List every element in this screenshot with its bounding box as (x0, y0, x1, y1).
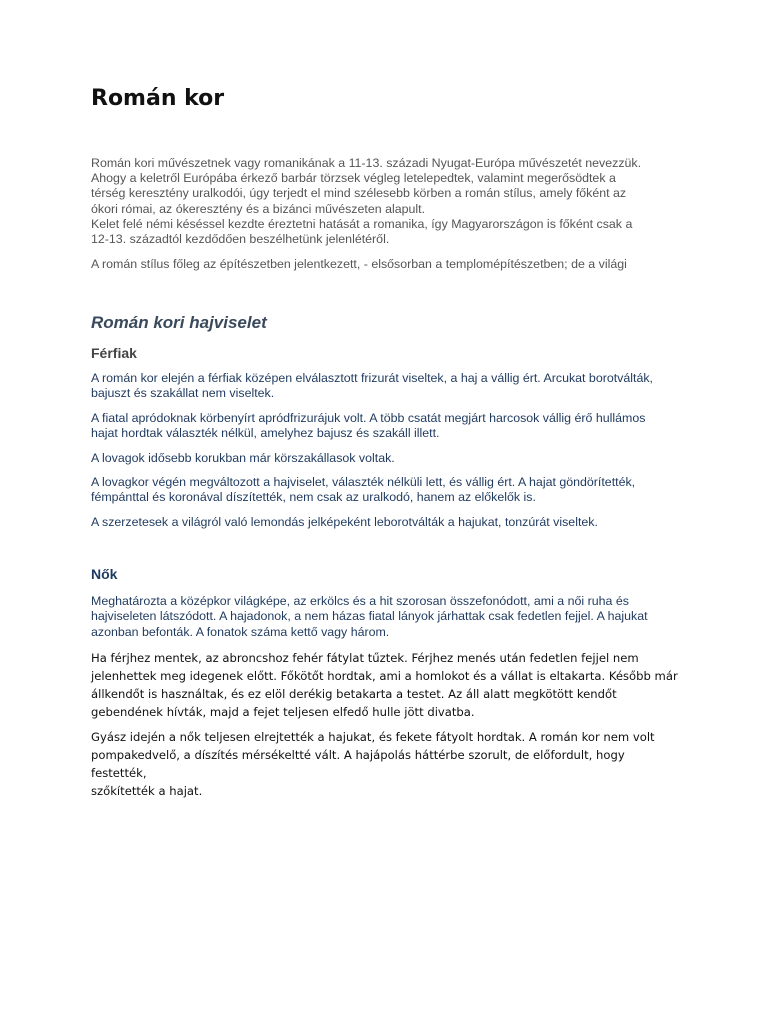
text-line: Ha férjhez mentek, az abroncshoz fehér fátylat tűztek. Férjhez menés után fedetlen fejjel nem (91, 651, 639, 665)
men-heading: Férfiak (91, 345, 137, 361)
intro-line: térség keresztény uralkodói, úgy terjedt el mind szélesebb körben a román stílus, amely főként az (91, 186, 627, 201)
text-line: A lovagkor végén megváltozott a hajviselet, választék nélküli lett, és vállig ért. A hajat göndörítették, (91, 475, 636, 489)
intro-line: Ahogy a keletről Európába érkező barbár törzsek végleg letelepedtek, valamint megerősödtek a (91, 171, 616, 186)
intro-line: Kelet felé némi késéssel kezdte éreztetni hatását a romanika, így Magyarországon is főként csak a (91, 216, 633, 231)
intro-line: Román kori művészetnek vagy romanikának a 11-13. századi Nyugat-Európa művészetét nevezzük. (91, 156, 642, 170)
text-line: hajat hordtak választék nélkül, amelyhez bajusz és szakáll illett. (91, 426, 440, 441)
page-title: Román kor (91, 86, 225, 111)
text-line: gebendének hívták, majd a fejet teljesen elfedő hulle jött divatba. (91, 705, 475, 719)
text-line: hajviseleten látszódott. A hajadonok, a nem házas fiatal lányok járhattak csak fedetlen fejjel. A hajukat (91, 609, 648, 624)
women-paragraph (91, 594, 691, 640)
text-line: Gyász idején a nők teljesen elrejtették a hajukat, és fekete fátyolt hordtak. A román kor nem volt (91, 730, 655, 744)
text-line: A lovagok idősebb korukban már körszakállasok voltak. (91, 451, 395, 465)
text-line: A szerzetesek a világról való lemondás jelképeként leborotválták a hajukat, tonzúrát viseltek. (91, 515, 598, 529)
intro-paragraph (91, 156, 691, 247)
text-line: bajuszt és szakállat nem viseltek. (91, 386, 275, 401)
section-heading: Román kori hajviselet (91, 313, 267, 332)
men-paragraph (91, 371, 691, 402)
women-black-paragraph (91, 728, 681, 800)
men-paragraph (91, 411, 691, 442)
women-black-paragraph (91, 649, 681, 721)
text-line: fémpánttal és koronával díszítették, nem csak az uralkodó, hanem az előkelők is. (91, 490, 536, 505)
text-line: Meghatározta a középkor világképe, az erkölcs és a hit szorosan összefonódott, ami a női ruha és (91, 594, 629, 608)
intro-line: ókori római, az ókeresztény és a bizánci művészeten alapult. (91, 201, 426, 216)
text-line: A fiatal apródoknak körbenyírt apródfrizurájuk volt. A több csatát megjárt harcosok vállig érő hullámos (91, 411, 646, 425)
text-line: azonban befonták. A fonatok száma kettő vagy három. (91, 624, 390, 639)
text-line: jelenhettek meg idegenek előtt. Főkötőt hordtak, ami a homlokot és a vállat is eltakarta. Később már (91, 669, 678, 683)
text-line: szőkítették a hajat. (91, 784, 203, 798)
text-line: pompakedvelő, a díszítés mérsékeltté vált. A hajápolás háttérbe szorult, de előfordult, hogy festették, (91, 748, 625, 780)
intro-line: 12-13. századtól kezdődően beszélhetünk jelenlétéről. (91, 232, 390, 247)
men-paragraph (91, 451, 691, 466)
women-heading: Nők (91, 566, 118, 582)
intro-paragraph-2: A román stílus főleg az építészetben jelentkezett, - elsősorban a templomépítészetben; de a világi (91, 257, 627, 271)
text-line: A román kor elején a férfiak középen elválasztott frizurát viseltek, a haj a vállig ért. Arcukat borotválták, (91, 371, 653, 385)
text-line: állkendőt is használtak, és ez elöl derékig betakarta a testet. Az áll alatt megkötött kendőt (91, 687, 617, 701)
men-paragraph (91, 475, 691, 506)
men-paragraph (91, 515, 691, 530)
